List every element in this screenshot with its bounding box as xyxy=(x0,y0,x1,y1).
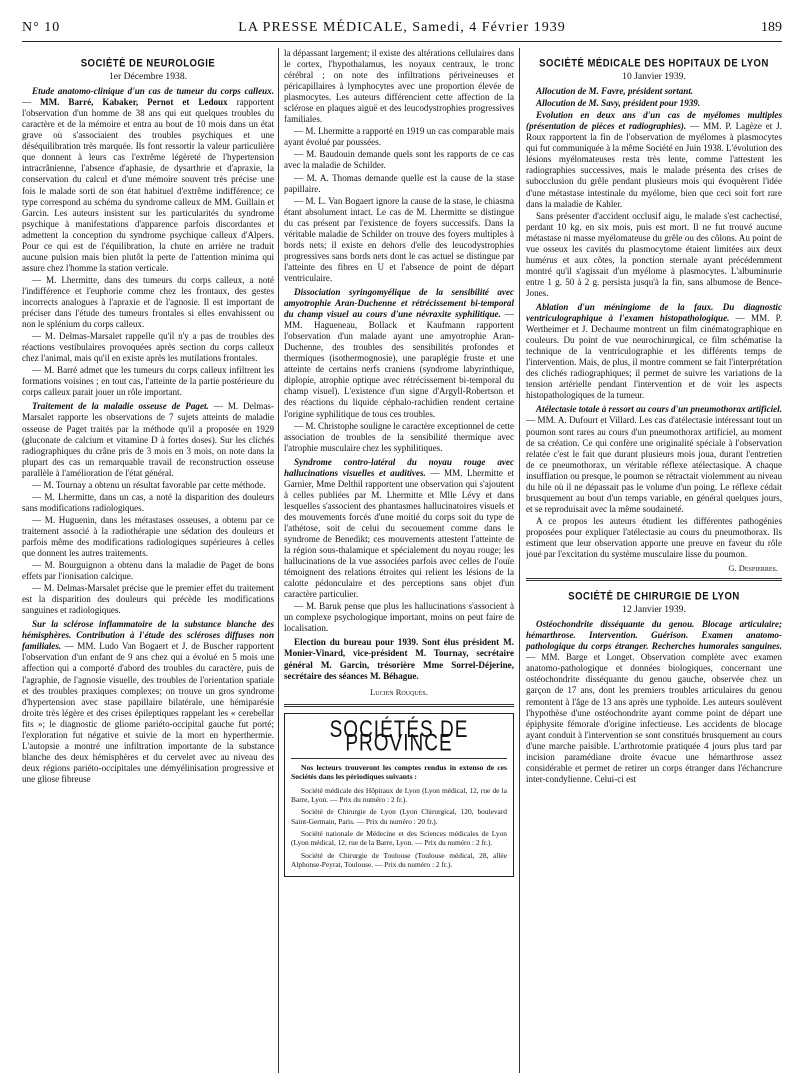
province-entry: Société de Chirurgie de Toulouse (Toulouse médical, 28, allée Alphonse-Peyrat, Toulouse. — Prix du numéro : 2 fr.). xyxy=(291,850,507,869)
province-entry: Société nationale de Médecine et des Sciences médicales de Lyon (Lyon médical, 12, rue de la Barre, Lyon. — Prix du numéro : 2 fr.). xyxy=(291,828,507,848)
province-entry: Société médicale des Hôpitaux de Lyon (Lyon médical, 12, rue de la Barre, Lyon. — Prix du numéro : 2 fr.). xyxy=(291,785,507,805)
article-text: — MM. P. Lagèze et J. Roux rapportent la fin de l'observation de myélomes à plasmocytes qui fut communiquée à la même Société en Juin 1938. L'évolution des lésions myélomateuses resta très lente, comme l'attestent les radiographies successives, mais le malade présenta des crises de subocclusion du grêle pendant plusieurs mois qui évoquèrent l'idée d'une métastase intestinale du myélome, bien que ceci soit fort rare dans la maladie de Kahler. xyxy=(526,121,782,209)
article xyxy=(526,404,782,514)
article-title: Ostéochondrite disséquante du genou. Blocage articulaire; hémarthrose. Intervention. Guérison. Examen anatomo-pathologique du corps étranger. Recherches humorales sanguines. xyxy=(526,619,782,652)
article-text: — MM. A. Dufourt et Villard. Les cas d'atélectasie intéressant tout un poumon sont rares au cours d'un pneumothorax artificiel, au moment de sa création. Ce qui confère une originalité spéciale à l'observation relatée c'est le fait que durant plusieurs mois joua, durant l'entretien de ce pneumothorax, un véritable réflexe atélectasique. A chaque insufflation ou presque, le poumon se rétractait violemment au niveau du hile où il ne dépassait pas le volume d'un poing. Le réflexe cédait brusquement au bout d'un temps variable, en général quelques jours, et se reproduisait avec la même soudaineté. xyxy=(526,415,782,514)
article xyxy=(526,302,782,401)
discussion-paragraph: — M. Bourguignon a obtenu dans la maladie de Paget de bons effets par l'ionisation calcique. xyxy=(22,560,274,582)
article-text: — MM. P. Wertheimer et J. Dechaume montrent un film cinématographique en couleurs. Du point de vue neurochirurgical, ce film schématise la technique de la ventriculographie et les différents temps de l'intervention. Mais, de plus, il montre comment se fait l'interprétation des clichés radiographiques; il permet de suivre les variations de la tension artérielle pendant l'intervention et de voir les aspects histopathologiques de la tumeur. xyxy=(526,313,782,401)
section-title: SOCIÉTÉ DE NEUROLOGIE xyxy=(80,57,216,70)
article-text: rapportent l'observation d'un homme de 38 ans qui eut quelques troubles du caractère et de la mémoire et entra au bout de 10 mois dans un état grave où s'associaient des troubles psychiques et une déséquilibration très marquée. Ils font ressortir la valeur particulière que donnent à leurs cas l'extrême légèreté de l'hypertension intracrânienne, l'absence d'aphasie, de dysarthrie et d'apraxie, la conservation du calcul et d'une mémoire souvent très précise une fois le malade sorti de son état habituel d'extrême indifférence; ce type correspond au schéma du syndrome calleux de MM. Guillain et Garcin. Les auteurs insistent sur les particularités du syndrome psychique à manifestations d'apparence parfois discordantes et admettent la conception du syndrome psychique calleux d'Alpers. Pour ce qui est de l'équilibration, la chute en arrière ne traduit aucune pulsion mais bien plutôt la perte de l'attention minima qui assure chez l'homme la station verticale. xyxy=(22,97,274,273)
discussion-paragraph: — M. L. Van Bogaert ignore la cause de la stase, le chiasma étant absolument intact. Le cas de M. Lhermitte se distingue du cas présent par l'existence de foyers successifs. Dans la véritable maladie de Schilder on trouve des foyers multiples à bords nets; il existe en dehors d'elle des leucodystrophies progressives sans bords nets dont le cas actuel se distingue par l'atteinte des fibres en U et l'absence de point de départ ventriculaire. xyxy=(284,195,514,283)
discussion-paragraph: — M. Baruk pense que plus les hallucinations s'associent à un complexe psychologique important, moins on peut faire de localisation. xyxy=(284,601,514,634)
article-text: — M. Delmas-Marsalet rapporte les observations de 7 sujets atteints de maladie osseuse de Paget traités par la méthode qu'il a proposée en 1929 (gluconate de calcium et vitamine D à fortes doses). Sur les clichés radiographiques du crâne pris de 3 mois en 3 mois, on note dans la plupart des cas un remarquable travail de reconstruction osseuse parallèle à l'amélioration de l'état général. xyxy=(22,401,274,478)
divider xyxy=(284,704,514,707)
discussion-paragraph: — M. Barré admet que les tumeurs du corps calleux infiltrent les formations voisines ; en tout cas, l'atteinte de la partie postérieure du corps calleux parait jouer un rôle important. xyxy=(22,365,274,398)
article-title: Etude anatomo-clinique d'un cas de tumeur du corps calleux. xyxy=(32,86,274,97)
article-title: Traitement de la maladie osseuse de Paget. xyxy=(32,401,209,412)
paragraph: A ce propos les auteurs étudient les différentes pathogénies proposées pour expliquer l'atélectasie au cours du pneumothorax. Ils estiment que leur observation apporte une preuve en faveur du rôle joué par l'excitation du système musculaire lisse du poumon. xyxy=(526,515,782,560)
article xyxy=(22,401,274,478)
province-title: SOCIÉTÉS DE PROVINCE xyxy=(329,716,469,757)
article-text: — MM. Hagueneau, Bollack et Kaufmann rapportent l'observation d'un malade ayant une amyotrophie Aran-Duchenne, des troubles des sensibilités profondes et thermiques (isothermognosie), une paraplégie fruste et une atteinte de certains nerfs craniens (syndrome labyrinthique, diplopie, atrophie optique avec rétrécissement bi-temporal du champ visuel). L'existence d'un signe d'Argyll-Robertson et des réactions du liquide céphalo-rachidien rendent certaine l'origine syphilitique de tous ces troubles. xyxy=(284,309,514,419)
discussion-paragraph: — M. Lhermitte, dans des tumeurs du corps calleux, a noté l'indifférence et l'euphorie comme chez les frontaux, des gestes incorrects analogues à l'apraxie et de l'agnosie. Il est important de préciser dans l'étude des tumeurs frontales si elles envahissent ou non le splénium du corps calleux. xyxy=(22,274,274,330)
article-title: Ablation d'un méningiome de la faux. Du diagnostic ventriculographique à l'examen histopathologique. xyxy=(526,301,782,324)
page-number: 189 xyxy=(761,20,782,35)
discussion-paragraph: — M. Baudouin demande quels sont les rapports de ce cas avec la maladie de Schilder. xyxy=(284,149,514,171)
divider xyxy=(291,758,507,759)
column-divider xyxy=(278,48,279,1073)
signature: G. Despierres. xyxy=(728,563,778,574)
article-title: Sur la sclérose inflammatoire de la substance blanche des hémisphères. Contribution à l'étude des scléroses diffuses non familiales. xyxy=(22,619,274,652)
session-date: 12 Janvier 1939. xyxy=(622,604,686,616)
article-text: — MM. Lhermitte et Garnier, Mme Delthil rapportent une observation qui s'ajoutent à celles publiées par M. Lhermitte et Mlle Lévy et dans lesquelles s'associent des phantasmes hallucinatoires visuels et des mouvements forcés d'une moitié du corps soit du type de l'athétose, soit de celui du secouement comme dans le syndrome de Benedikt; ces mouvements attestent l'atteinte de la région sous-thalamique et spécialement du noyau rouge; les hallucinations de la vue associées parfois avec celles de l'ouïe témoignent des relations étroites qui relient les lésions de la calotte pédonculaire et des perceptions sans objet d'un caractère particulier. xyxy=(284,467,514,600)
paragraph: Sans présenter d'accident occlusif aigu, le malade s'est cachectisé, perdant 10 kg. en six mois, puis est mort. Il ne fut trouvé aucune métastase ni masse myélomateuse du grêle ou des côlons. Au point de vue osseux les cavités du plasmocytome étaient limitées aux deux humérus et aux côtes, la ponction sternale ayant précédemment montré qu'il s'agissait d'un myélome à plasmocytes. L'albuminurie entre 1 g. 50 à 2 g. persista jusqu'à la fin, sans albumose de Bence-Jones. xyxy=(526,210,782,298)
article xyxy=(284,287,514,420)
discussion-paragraph: — M. Delmas-Marsalet précise que le premier effet du traitement est la disparition des douleurs qui précède les modifications sanguines et radiologiques. xyxy=(22,583,274,616)
discussion-paragraph: — M. Delmas-Marsalet rappelle qu'il n'y a pas de troubles des réactions vestibulaires provoquées après section du corps calleux chez l'animal, mais qu'il en existe après les mutilations frontales. xyxy=(22,331,274,364)
discussion-paragraph: — M. Lhermitte a rapporté en 1919 un cas comparable mais ayant évolué par poussées. xyxy=(284,126,514,148)
article-title: Dissociation syringomyélique de la sensibilité avec amyotrophie Aran-Duchenne et rétrécissement bi-temporal du champ visuel au cours d'une névraxite syphilitique. xyxy=(284,286,514,320)
article xyxy=(22,619,274,785)
signature: Lucien Rouquès. xyxy=(370,686,428,697)
province-entry: Société de Chirurgie de Lyon (Lyon Chirurgical, 120, boulevard Saint-Germain, Paris. — Prix du numéro : 20 fr.). xyxy=(291,807,507,826)
article xyxy=(284,457,514,601)
province-box xyxy=(284,713,514,877)
article xyxy=(526,110,782,209)
discussion-paragraph: — M. Christophe souligne le caractère exceptionnel de cette association de troubles de la sensibilité thermique avec l'atrophie musculaire chez les syphilitiques. xyxy=(284,420,514,453)
article-title: Atélectasie totale à ressort au cours d'un pneumothorax artificiel. xyxy=(536,404,782,415)
column-3 xyxy=(526,48,782,1078)
issue-number: N° 10 xyxy=(22,20,61,35)
session-date: 10 Janvier 1939. xyxy=(622,71,686,83)
article: Etude anatomo-clinique d'un cas de tumeur du corps calleux. — MM. Barré, Kabaker, Pernot et Ledoux rapportent l'observation d'un homme de 38 ans qui eut quelques troubles du caractère et de la mémoire et entra au bout de 10 mois dans un état grave où s'associaient des troubles psychiques et une déséquilibration très marquée. Ils font ressortir la valeur particulière que donnent à leurs cas l'extrême légèreté de l'hypertension intracrânienne, l'absence d'aphasie, de dysarthrie et d'apraxie, la conservation du calcul et d'une mémoire souvent très précise une fois le malade sorti de son état habituel d'extrême indifférence; ce type correspond au schéma du syndrome calleux de MM. Guillain et Garcin. Les auteurs insistent sur les particularités du syndrome psychique à manifestations d'apparence parfois discordantes et admettent la conception du syndrome psychique calleux d'Alpers. Pour ce qui est de l'équilibration, la chute en arrière ne traduit aucune pulsion mais bien plutôt la perte de l'attention minima qui assure chez l'homme la station verticale. xyxy=(22,86,274,273)
discussion-paragraph: — M. Tournay a obtenu un résultat favorable par cette méthode. xyxy=(32,479,266,490)
section-title: SOCIÉTÉ DE CHIRURGIE DE LYON xyxy=(568,590,740,603)
column-1 xyxy=(22,48,274,1078)
column-divider xyxy=(519,48,520,1073)
continued-paragraph: la dépassant largement; il existe des altérations cellulaires dans le cortex, l'hypothalamus, les noyaux centraux, le tronc cérébral ; on note des infiltrations périveineuses et péricapillaires à lymphocytes avec une proportion élevée de plasmocytes. Les auteurs différencient cette affection de la sclérose en plaques aiguë et des leucodystrophies progressives familiales. xyxy=(284,48,514,125)
session-date: 1er Décembre 1938. xyxy=(108,71,188,83)
discussion-paragraph: — M. A. Thomas demande quelle est la cause de la stase papillaire. xyxy=(284,172,514,194)
journal-title: LA PRESSE MÉDICALE, Samedi, 4 Février 1939 xyxy=(238,20,566,35)
article-text: — MM. Barge et Longet. Observation complète avec examen anatomo-pathologique et données biologiques, concernant une ostéochondrite disséquante du genou gauche, observée chez un garçon de 17 ans, dont les premiers troubles articulaires du genou remontent à l'âge de 13 ans après une typhoïde. Les auteurs soulèvent l'hypothèse d'une ostéochondrite ayant comme point de départ une épiphysite fémorale d'origine infectieuse. Les accidents de blocage ayant conduit à l'intervention se sont constitués brusquement au cours d'une marche paisible. L'arthrotomie pratiquée 4 jours plus tard par incision paramédiane droite évacue une hémarthrose assez considérable et permet de retirer un corps étranger dans l'échancrure inter-condylienne. Celui-ci est xyxy=(526,652,782,784)
article-text: — MM. Ludo Van Bogaert et J. de Buscher rapportent l'observation d'un enfant de 9 ans chez qui a évolué en 5 mois une affection qui a comporté d'abord des troubles du caractère, puis de l'agraphie, de l'agnosie visuelle, des troubles de l'orientation spatiale et des troubles praxiques complexes; on trouve un gros syndrome d'hypertension avec stase papillaire bilatérale, une hémiparésie droite très légère et des crises épileptiques rappelant les « cerebellar fits »; le diagnostic de gliome pariéto-occipital gauche fut porté; l'exploration fut négative et suivie de la mort en hyperthermie. L'autopsie a montré une infiltration importante de la substance blanche des deux hémisphères et du cervelet avec au niveau des deux régions pariéto-occipitales une démyélinisation progressive et une gliose fibreuse xyxy=(22,641,274,784)
article-title: Syndrome contro-latéral du noyau rouge avec hallucinations visuelles et auditives. xyxy=(284,456,514,478)
article-authors: MM. Barré, Kabaker, Pernot et Ledoux xyxy=(40,97,228,108)
article-title: Evolution en deux ans d'un cas de myélomes multiples (présentation de pièces et radiographies). xyxy=(526,110,782,132)
discussion-paragraph: — M. Huguenin, dans les métastases osseuses, a obtenu par ce traitement associé à la radiothérapie une sédation des douleurs et parfois même des modifications radiologiques supérieures à celles que donnent les autres traitements. xyxy=(22,514,274,559)
divider xyxy=(526,578,782,581)
article xyxy=(526,619,782,785)
running-header xyxy=(22,20,782,42)
province-intro: Nos lecteurs trouveront les comptes rendus in extenso de ces Sociétés dans les périodiques suivants : xyxy=(291,762,507,782)
election-paragraph: Election du bureau pour 1939. Sont élus président M. Monier-Vinard, vice-président M. Tournay, secrétaire général M. Garcin, trésorière Mme Sorrel-Déjerine, secrétaire des séances M. Béhague. xyxy=(284,637,514,681)
allocution: Allocution de M. Savy, président pour 1939. xyxy=(536,98,701,109)
discussion-paragraph: — M. Lhermitte, dans un cas, a noté la disparition des douleurs sans modifications radiologiques. xyxy=(22,491,274,513)
allocution: Allocution de M. Favre, président sortant. xyxy=(536,86,694,97)
section-title: SOCIÉTÉ MÉDICALE DES HOPITAUX DE LYON xyxy=(539,57,769,70)
column-2 xyxy=(284,48,514,1078)
